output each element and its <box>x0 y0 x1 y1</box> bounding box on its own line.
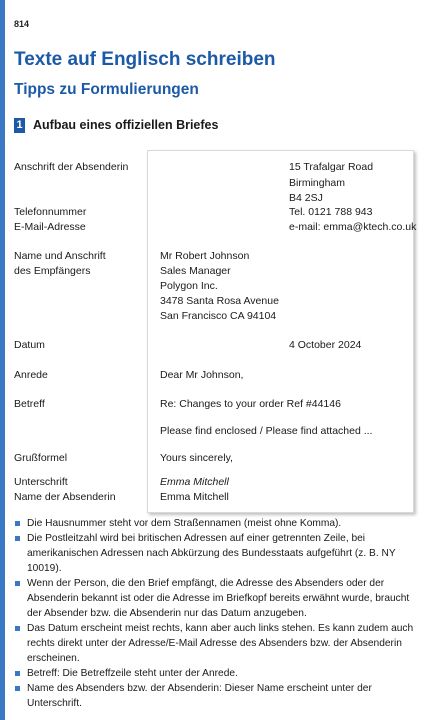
page-number: 814 <box>14 19 30 29</box>
label-recipient: Name und Anschrift <box>14 250 106 262</box>
bullet-square-icon <box>15 671 20 676</box>
letter-salutation: Dear Mr Johnson, <box>160 369 244 381</box>
sender-email: e-mail: emma@ktech.co.uk <box>289 221 417 233</box>
sender-postcode: B4 2SJ <box>289 192 323 204</box>
label-subject: Betreff <box>14 398 45 410</box>
label-date: Datum <box>14 339 45 351</box>
letter-closing: Yours sincerely, <box>160 452 233 464</box>
recipient-name: Mr Robert Johnson <box>160 250 250 262</box>
bullet-square-icon <box>15 686 20 691</box>
recipient-street: 3478 Santa Rosa Avenue <box>160 295 279 307</box>
label-sender-name: Name der Absenderin <box>14 491 116 503</box>
recipient-city: San Francisco CA 94104 <box>160 310 277 322</box>
label-email: E-Mail-Adresse <box>14 221 86 233</box>
list-item: Die Hausnummer steht vor dem Straßennamen (meist ohne Komma). <box>14 516 414 531</box>
list-item: Betreff: Die Betreffzeile steht unter der Anrede. <box>14 666 414 681</box>
bullet-square-icon <box>15 626 20 631</box>
letter-body: Please find enclosed / Please find attached ... <box>160 425 373 437</box>
section-title: Aufbau eines offiziellen Briefes <box>33 118 219 132</box>
page-subtitle: Tipps zu Formulierungen <box>14 81 199 98</box>
bullet-square-icon <box>15 521 20 526</box>
letter-signature: Emma Mitchell <box>160 476 229 488</box>
page-title: Texte auf Englisch schreiben <box>14 49 276 70</box>
label-recipient-cont: des Empfängers <box>14 265 91 277</box>
notes-list <box>14 516 414 711</box>
letter-date: 4 October 2024 <box>289 339 362 351</box>
label-signature: Unterschrift <box>14 476 68 488</box>
label-salutation: Anrede <box>14 369 48 381</box>
letter-subject: Re: Changes to your order Ref #44146 <box>160 398 341 410</box>
label-sender-address: Anschrift der Absenderin <box>14 161 129 173</box>
sender-city: Birmingham <box>289 177 346 189</box>
recipient-title: Sales Manager <box>160 265 231 277</box>
label-phone: Telefonnummer <box>14 206 87 218</box>
list-item: Die Postleitzahl wird bei britischen Adressen auf einer getrennten Zeile, bei amerikanischen Adressen nach Abkürzung des Bundesstaats aufgeführt (z. B. NY 10019). <box>14 531 414 576</box>
list-item: Wenn der Person, die den Brief empfängt, die Adresse des Absenders oder der Absenderin bekannt ist oder die Adresse im Briefkopf bereits erwähnt wurde, braucht der Absender bzw. die Absenderin nur das Datum anzugeben. <box>14 576 414 621</box>
left-margin-rule <box>0 0 5 720</box>
label-closing: Grußformel <box>14 452 68 464</box>
recipient-company: Polygon Inc. <box>160 280 218 292</box>
list-item: Das Datum erscheint meist rechts, kann aber auch links stehen. Es kann zudem auch rechts direkt unter der Adresse/E-Mail Adresse des Absenders bzw. der Absenderin erscheinen. <box>14 621 414 666</box>
bullet-square-icon <box>15 536 20 541</box>
sender-street: 15 Trafalgar Road <box>289 161 374 173</box>
sender-phone: Tel. 0121 788 943 <box>289 206 373 218</box>
section-number-badge: 1 <box>14 118 25 133</box>
list-item: Name des Absenders bzw. der Absenderin: Dieser Name erscheint unter der Unterschrift. <box>14 681 414 711</box>
bullet-square-icon <box>15 581 20 586</box>
letter-sender-name: Emma Mitchell <box>160 491 229 503</box>
